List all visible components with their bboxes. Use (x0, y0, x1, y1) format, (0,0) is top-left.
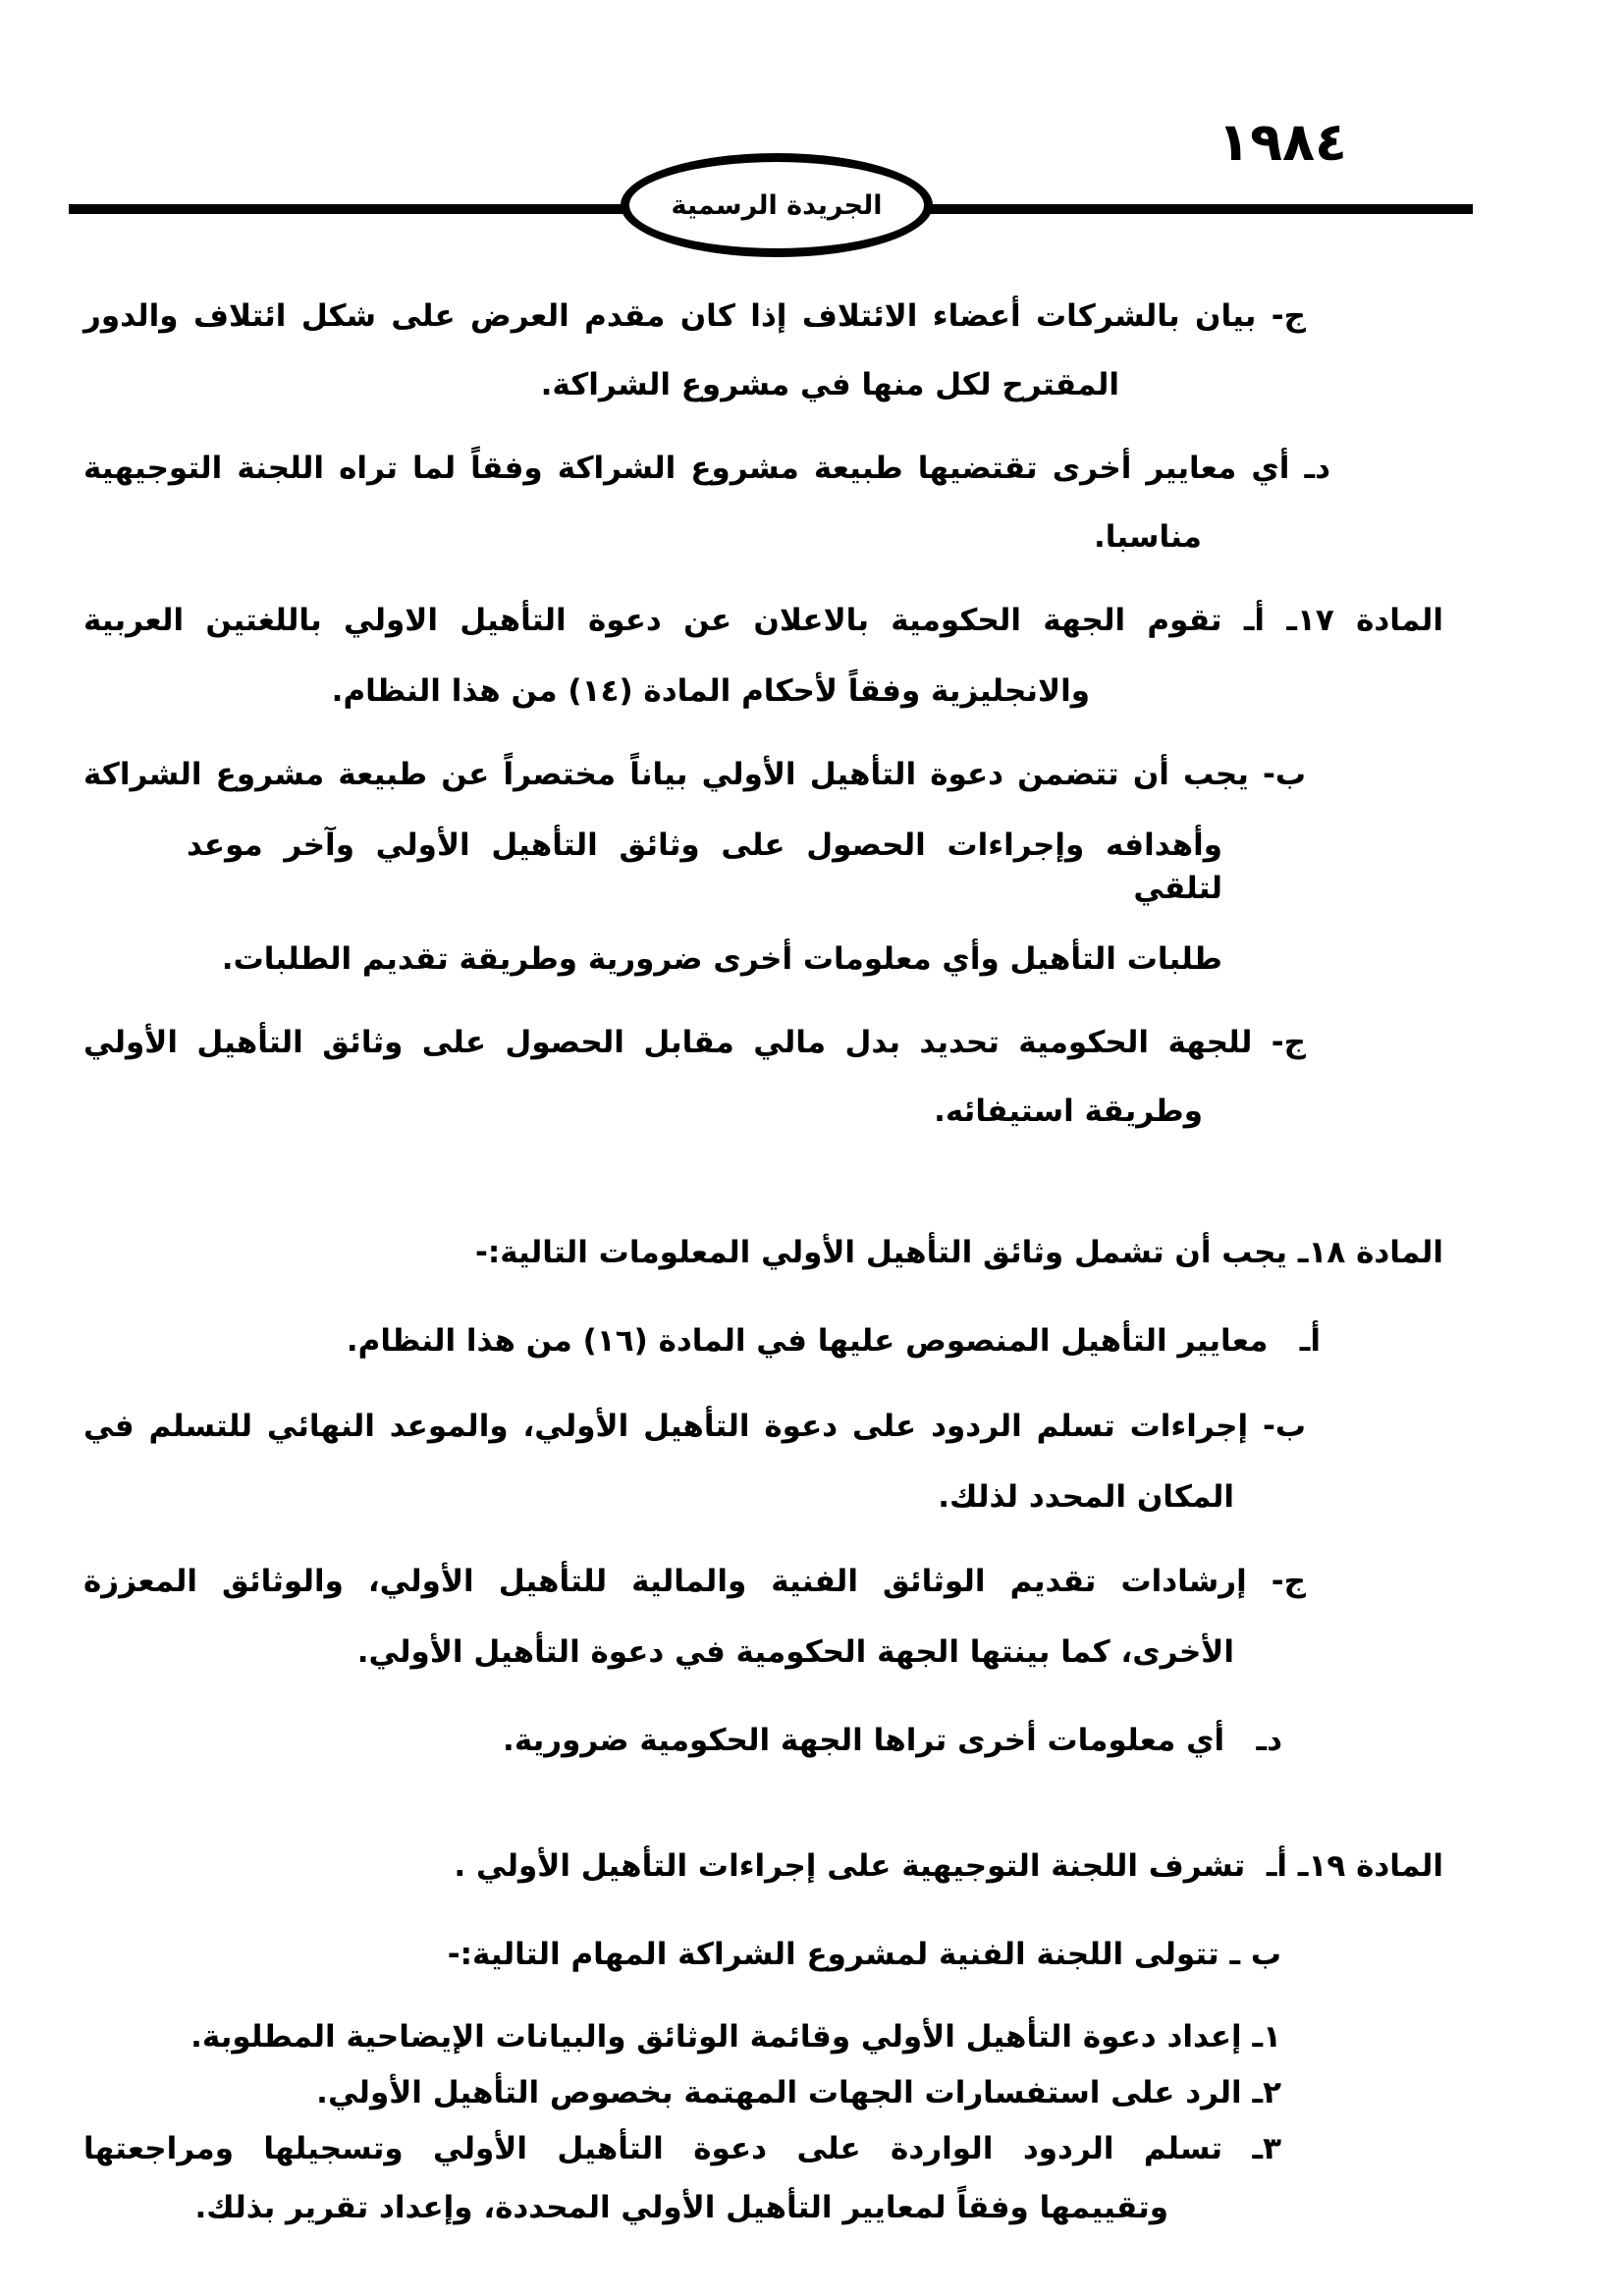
gazette-seal-label: الجريدة الرسمية (671, 189, 883, 221)
article-19-b (83, 1933, 1443, 1976)
text-line: ١ـ إعداد دعوة التأهيل الأولي وقائمة الوثائق والبيانات الإيضاحية المطلوبة. (190, 2019, 1281, 2055)
text-line: المادة ١٩ـ أـ تشرف اللجنة التوجيهية على إجراءات التأهيل الأولي . (454, 1848, 1443, 1884)
text-line: ٢ـ الرد على استفسارات الجهات المهتمة بخصوص التأهيل الأولي. (316, 2075, 1281, 2110)
text-line: المكان المحدد لذلك. (938, 1479, 1234, 1515)
clause-c-coalition (83, 294, 1443, 406)
text-line: وأهدافه وإجراءات الحصول على وثائق التأهيل الأولي وآخر موعد لتلقي (187, 828, 1222, 906)
article-18-a (83, 1319, 1443, 1362)
article-18-intro (83, 1231, 1443, 1274)
article-19-b-item-2 (83, 2071, 1443, 2114)
text-line: وتقييمها وفقاً لمعايير التأهيل الأولي المحددة، وإعداد تقرير بذلك. (194, 2190, 1168, 2225)
article-19-b-item-1 (83, 2015, 1443, 2058)
text-line: المقترح لكل منها في مشروع الشراكة. (540, 367, 1119, 402)
text-line: وطريقة استيفائه. (934, 1094, 1203, 1129)
article-17-c (83, 1021, 1443, 1133)
article-18-d (83, 1719, 1443, 1762)
text-line: دـ أي معايير أخرى تقتضيها طبيعة مشروع الشراكة وفقاً لما تراه اللجنة التوجيهية (83, 451, 1330, 486)
text-line: الأخرى، كما بينتها الجهة الحكومية في دعوة التأهيل الأولي. (356, 1634, 1234, 1670)
text-line: دـ أي معلومات أخرى تراها الجهة الحكومية ضرورية. (503, 1723, 1282, 1758)
clause-d-criteria (83, 447, 1443, 559)
gazette-seal (621, 153, 933, 257)
text-line: طلبات التأهيل وأي معلومات أخرى ضرورية وطريقة تقديم الطلبات. (221, 941, 1222, 977)
text-line: ج- للجهة الحكومية تحديد بدل مالي مقابل الحصول على وثائق التأهيل الأولي (83, 1025, 1306, 1060)
text-line: المادة ١٧ـ أـ تقوم الجهة الحكومية بالاعلان عن دعوة التأهيل الاولي باللغتين العربية (83, 603, 1443, 638)
page-number: ١٩٨٤ (1218, 111, 1347, 173)
text-line: ب- إجراءات تسلم الردود على دعوة التأهيل الأولي، والموعد النهائي للتسلم في (83, 1409, 1306, 1444)
document-body (83, 294, 1443, 2229)
text-line: ج- إرشادات تقديم الوثائق الفنية والمالية للتأهيل الأولي، والوثائق المعززة (83, 1564, 1306, 1599)
article-19-a (83, 1844, 1443, 1888)
article-17-b (83, 753, 1443, 981)
article-19-b-item-3 (83, 2127, 1443, 2229)
text-line: مناسبا. (1093, 519, 1202, 555)
text-line: أـ معايير التأهيل المنصوص عليها في المادة (١٦) من هذا النظام. (346, 1323, 1321, 1359)
text-line: المادة ١٨ـ يجب أن تشمل وثائق التأهيل الأولي المعلومات التالية:- (474, 1235, 1443, 1270)
text-line: ب- يجب أن تتضمن دعوة التأهيل الأولي بياناً مختصراً عن طبيعة مشروع الشراكة (83, 757, 1306, 792)
article-17-a (83, 599, 1443, 713)
text-line: ب ـ تتولى اللجنة الفنية لمشروع الشراكة المهام التالية:- (447, 1937, 1281, 1972)
text-line: ج- بيان بالشركات أعضاء الائتلاف إذا كان مقدم العرض على شكل ائتلاف والدور (83, 298, 1306, 334)
text-line: ٣ـ تسلم الردود الواردة على دعوة التأهيل الأولي وتسجيلها ومراجعتها (83, 2131, 1281, 2166)
article-18-b (83, 1405, 1443, 1519)
article-18-c (83, 1560, 1443, 1674)
text-line: والانجليزية وفقاً لأحكام المادة (١٤) من هذا النظام. (331, 673, 1090, 709)
